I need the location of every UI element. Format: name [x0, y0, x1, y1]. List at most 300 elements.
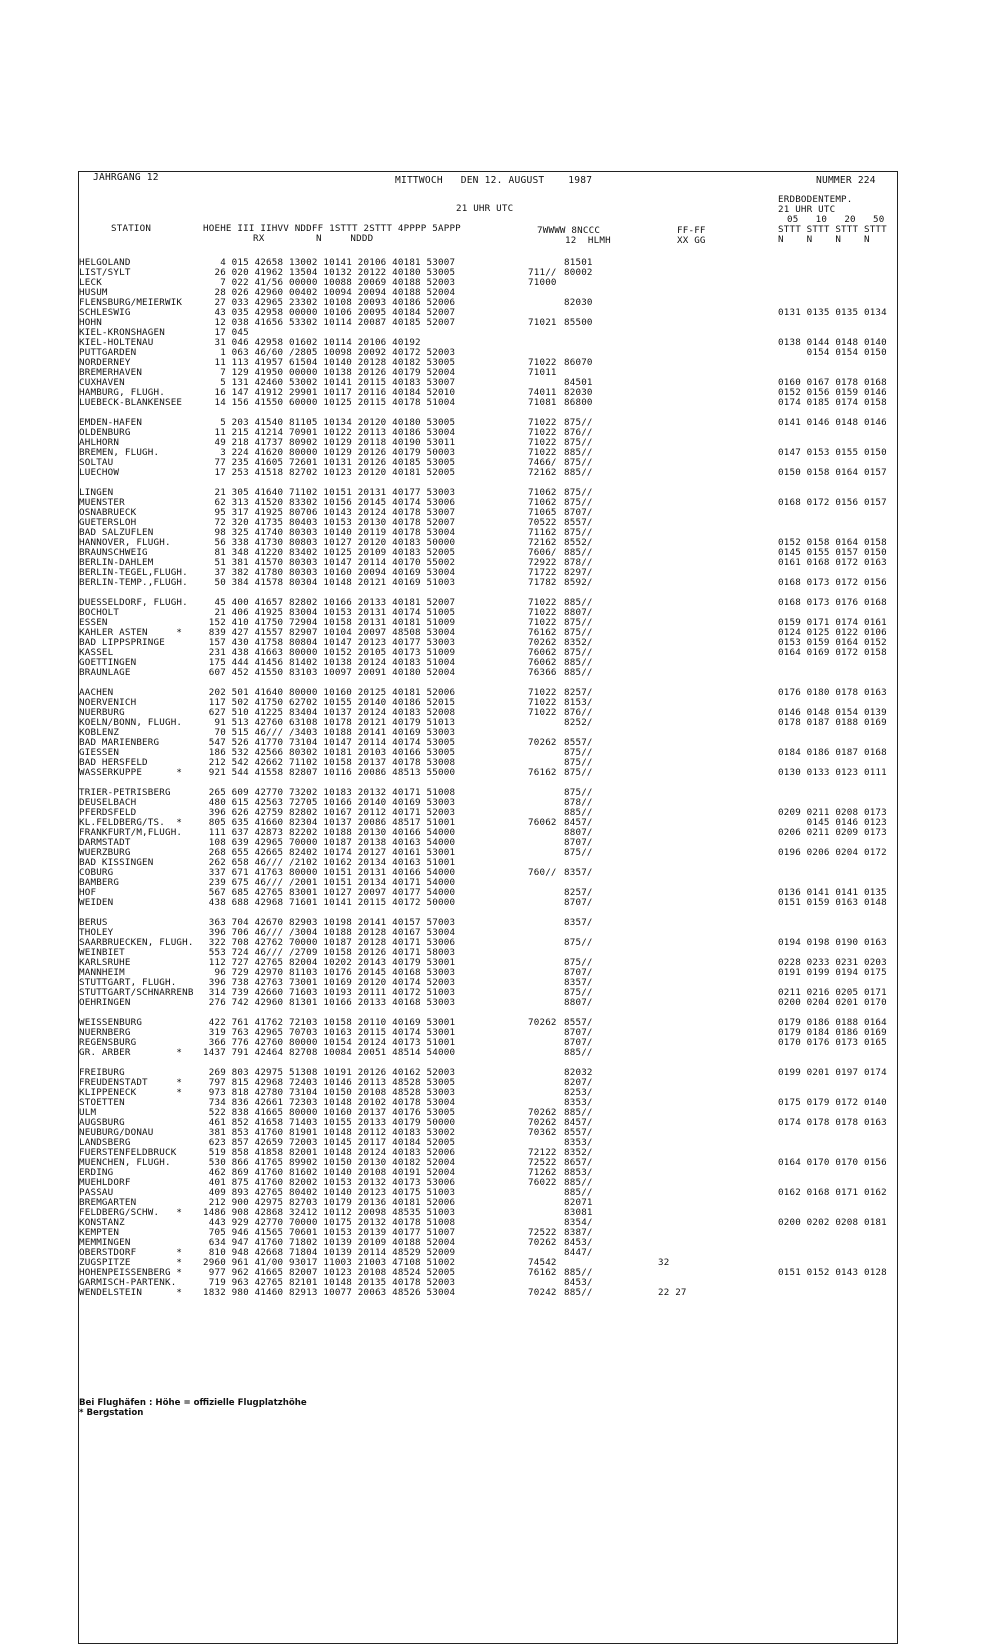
station-synop-codes: 1832 980 41460 82913 10077 20063 48526 53004: [203, 1287, 456, 1298]
station-name: HELGOLAND: [79, 257, 131, 268]
station-soil-temps: 0209 0211 0208 0173: [778, 807, 887, 818]
station-cloud-group: 875//: [564, 527, 593, 538]
station-weather-group: 71022: [528, 447, 557, 458]
station-synop-codes: 26 020 41962 13504 10132 20122 40180 53005: [203, 267, 456, 278]
station-weather-group: 74542: [528, 1257, 557, 1268]
station-weather-group: 76062: [528, 817, 557, 828]
station-name: KAHLER ASTEN *: [79, 627, 183, 638]
station-cloud-group: 8252/: [564, 717, 593, 728]
station-name: WENDELSTEIN *: [79, 1287, 183, 1298]
station-wind-gust: 32: [658, 1257, 670, 1268]
station-synop-codes: 522 838 41665 80000 10160 20137 40176 53005: [203, 1107, 456, 1118]
station-name: FLENSBURG/MEIERWIK: [79, 297, 183, 308]
station-synop-codes: 112 727 42765 82004 10202 20143 40179 53001: [203, 957, 456, 968]
station-name: KONSTANZ: [79, 1217, 125, 1228]
station-cloud-group: 885//: [564, 807, 593, 818]
footnote-mountain-station: * Bergstation: [79, 1408, 144, 1418]
station-weather-group: 76062: [528, 647, 557, 658]
station-name: MEMMINGEN: [79, 1237, 131, 1248]
station-synop-codes: 98 325 41740 80303 10140 20119 40178 53004: [203, 527, 456, 538]
station-soil-temps: 0154 0154 0150: [778, 347, 887, 358]
station-cloud-group: 8657/: [564, 1157, 593, 1168]
station-name: PASSAU: [79, 1187, 114, 1198]
station-cloud-group: 85500: [564, 317, 593, 328]
station-cloud-group: 885//: [564, 1267, 593, 1278]
station-synop-codes: 265 609 42770 73202 10183 20132 40171 51008: [203, 787, 456, 798]
station-synop-codes: 81 348 41220 83402 10125 20109 40183 52005: [203, 547, 456, 558]
station-weather-group: 74011: [528, 387, 557, 398]
station-cloud-group: 885//: [564, 447, 593, 458]
station-weather-group: 71022: [528, 437, 557, 448]
station-name: OEHRINGEN: [79, 997, 131, 1008]
station-name: BERLIN-TEGEL,FLUGH.: [79, 567, 188, 578]
station-weather-group: 76162: [528, 627, 557, 638]
station-synop-codes: 1486 908 42868 32412 10112 20098 48535 51003: [203, 1207, 456, 1218]
station-synop-codes: 1437 791 42464 82708 10084 20051 48514 54000: [203, 1047, 456, 1058]
station-synop-codes: 262 658 46/// /2102 10162 20134 40163 51001: [203, 857, 456, 868]
station-synop-codes: 95 317 41925 80706 10143 20124 40178 53007: [203, 507, 456, 518]
station-weather-group: 71022: [528, 427, 557, 438]
station-synop-codes: 7 129 41950 00000 10138 20126 40179 52004: [203, 367, 456, 378]
station-soil-temps: 0174 0178 0178 0163: [778, 1117, 887, 1128]
station-soil-temps: 0162 0168 0171 0162: [778, 1187, 887, 1198]
station-weather-group: 71022: [528, 357, 557, 368]
station-name: FELDBERG/SCHW. *: [79, 1207, 183, 1218]
station-synop-codes: 72 320 41735 80403 10153 20130 40178 52007: [203, 517, 456, 528]
station-soil-temps: 0199 0201 0197 0174: [778, 1067, 887, 1078]
station-synop-codes: 461 852 41658 71403 10155 20133 40179 50000: [203, 1117, 456, 1128]
station-weather-group: 71022: [528, 697, 557, 708]
station-weather-group: 71062: [528, 487, 557, 498]
station-name: GIESSEN: [79, 747, 120, 758]
station-name: WEISSENBURG: [79, 1017, 143, 1028]
station-synop-codes: 519 858 41858 82001 10148 20124 40183 52006: [203, 1147, 456, 1158]
station-cloud-group: 8354/: [564, 1217, 593, 1228]
station-weather-group: 71062: [528, 497, 557, 508]
station-weather-group: 72162: [528, 467, 557, 478]
station-soil-temps: 0146 0148 0154 0139: [778, 707, 887, 718]
station-name: THOLEY: [79, 927, 114, 938]
station-name: LUEBECK-BLANKENSEE: [79, 397, 183, 408]
station-synop-codes: 11 113 41957 61504 10140 20128 40182 53005: [203, 357, 456, 368]
station-name: MUENCHEN, FLUGH.: [79, 1157, 171, 1168]
station-soil-temps: 0124 0125 0122 0106: [778, 627, 887, 638]
station-weather-group: 711//: [528, 267, 557, 278]
station-weather-group: 71022: [528, 687, 557, 698]
station-name: MUEHLDORF: [79, 1177, 131, 1188]
station-soil-temps: 0160 0167 0178 0168: [778, 377, 887, 388]
weather-group-header: 7WWWW 8NCCC: [537, 225, 601, 236]
station-name: WEINBIET: [79, 947, 125, 958]
station-synop-codes: 37 382 41780 80303 10160 20094 40169 53004: [203, 567, 456, 578]
station-name: GARMISCH-PARTENK.: [79, 1277, 177, 1288]
station-name: SCHLESWIG: [79, 307, 131, 318]
station-cloud-group: 82071: [564, 1197, 593, 1208]
station-synop-codes: 62 313 41520 83302 10156 20145 40174 53006: [203, 497, 456, 508]
station-name: LUECHOW: [79, 467, 120, 478]
code-column-header: HOEHE III IIHVV NDDFF 1STTT 2STTT 4PPPP 5APPP: [203, 223, 461, 234]
station-synop-codes: 91 513 42760 63108 10178 20121 40179 51013: [203, 717, 456, 728]
station-name: MANNHEIM: [79, 967, 125, 978]
station-weather-group: 70262: [528, 1237, 557, 1248]
station-cloud-group: 84501: [564, 377, 593, 388]
station-weather-group: 71021: [528, 317, 557, 328]
station-name: NOERVENICH: [79, 697, 137, 708]
station-synop-codes: 3 224 41620 80000 10129 20126 40179 50003: [203, 447, 456, 458]
station-cloud-group: 8557/: [564, 517, 593, 528]
station-cloud-group: 82030: [564, 297, 593, 308]
station-cloud-group: 878//: [564, 557, 593, 568]
station-weather-group: 71065: [528, 507, 557, 518]
station-name: BRAUNLAGE: [79, 667, 131, 678]
station-name: BERUS: [79, 917, 108, 928]
station-cloud-group: 8387/: [564, 1227, 593, 1238]
station-column-header: STATION: [111, 223, 152, 234]
station-name: BAD HERSFELD: [79, 757, 148, 768]
station-name: ERDING: [79, 1167, 114, 1178]
station-weather-group: 71022: [528, 607, 557, 618]
station-weather-group: 760//: [528, 867, 557, 878]
station-name: LINGEN: [79, 487, 114, 498]
station-cloud-group: 8707/: [564, 837, 593, 848]
station-name: NEUBURG/DONAU: [79, 1127, 154, 1138]
station-cloud-group: 8707/: [564, 507, 593, 518]
station-name: GUETERSLOH: [79, 517, 137, 528]
station-cloud-group: 8357/: [564, 867, 593, 878]
station-weather-group: 72122: [528, 1147, 557, 1158]
station-name: HOF: [79, 887, 97, 898]
station-synop-codes: 14 156 41550 60000 10125 20115 40178 51004: [203, 397, 456, 408]
station-weather-group: 72922: [528, 557, 557, 568]
station-cloud-group: 8807/: [564, 607, 593, 618]
station-soil-temps: 0141 0146 0148 0146: [778, 417, 887, 428]
report-date: MITTWOCH DEN 12. AUGUST 1987: [395, 175, 593, 186]
station-synop-codes: 27 033 42965 23302 10108 20093 40186 52006: [203, 297, 456, 308]
station-weather-group: 71722: [528, 567, 557, 578]
station-synop-codes: 21 305 41640 71102 10151 20131 40177 53003: [203, 487, 456, 498]
station-synop-codes: 319 763 42965 70703 10163 20115 40174 53001: [203, 1027, 456, 1038]
station-synop-codes: 202 501 41640 80000 10160 20125 40181 52006: [203, 687, 456, 698]
station-name: BREMGARTEN: [79, 1197, 137, 1208]
station-cloud-group: 8557/: [564, 737, 593, 748]
station-cloud-group: 82032: [564, 1067, 593, 1078]
station-weather-group: 76022: [528, 1177, 557, 1188]
station-synop-codes: 43 035 42958 00000 10106 20095 40184 52007: [203, 307, 456, 318]
station-soil-temps: 0151 0159 0163 0148: [778, 897, 887, 908]
station-cloud-group: 885//: [564, 1287, 593, 1298]
soil-temp-sttt-header: STTT STTT STTT STTT: [778, 224, 887, 235]
station-cloud-group: 8707/: [564, 967, 593, 978]
wind-gust-header: FF-FF: [677, 225, 706, 236]
station-soil-temps: 0151 0152 0143 0128: [778, 1267, 887, 1278]
issue-number: NUMMER 224: [816, 175, 876, 186]
station-cloud-group: 875//: [564, 627, 593, 638]
station-name: BREMEN, FLUGH.: [79, 447, 160, 458]
station-name: KASSEL: [79, 647, 114, 658]
station-name: KOELN/BONN, FLUGH.: [79, 717, 183, 728]
station-synop-codes: 4 015 42658 13002 10141 20106 40181 53007: [203, 257, 456, 268]
station-name: STUTTGART/SCHNARRENB: [79, 987, 194, 998]
soil-temp-time: 21 UHR UTC: [778, 204, 836, 215]
station-weather-group: 70522: [528, 517, 557, 528]
station-soil-temps: 0179 0184 0186 0169: [778, 1027, 887, 1038]
station-weather-group: 70362: [528, 1127, 557, 1138]
station-cloud-group: 8357/: [564, 977, 593, 988]
station-cloud-group: 8592/: [564, 577, 593, 588]
station-name: KOBLENZ: [79, 727, 120, 738]
station-cloud-group: 875//: [564, 487, 593, 498]
station-weather-group: 76162: [528, 1267, 557, 1278]
station-cloud-group: 8453/: [564, 1277, 593, 1288]
station-weather-group: 71022: [528, 617, 557, 628]
station-name: HUSUM: [79, 287, 108, 298]
station-soil-temps: 0164 0169 0172 0158: [778, 647, 887, 658]
station-weather-group: 70262: [528, 1017, 557, 1028]
station-synop-codes: 810 948 42668 71804 10139 20114 48529 52009: [203, 1247, 456, 1258]
station-soil-temps: 0153 0159 0164 0152: [778, 637, 887, 648]
station-synop-codes: 322 708 42762 70000 10187 20128 40171 53006: [203, 937, 456, 948]
station-name: KARLSRUHE: [79, 957, 131, 968]
station-soil-temps: 0147 0153 0155 0150: [778, 447, 887, 458]
footnote-airports: Bei Flughäfen : Höhe = offizielle Flugplatzhöhe: [79, 1398, 307, 1408]
station-name: BAD SALZUFLEN: [79, 527, 154, 538]
station-name: NUERNBERG: [79, 1027, 131, 1038]
station-name: LIST/SYLT: [79, 267, 131, 278]
station-cloud-group: 876//: [564, 707, 593, 718]
station-soil-temps: 0170 0176 0173 0165: [778, 1037, 887, 1048]
station-soil-temps: 0159 0171 0174 0161: [778, 617, 887, 628]
station-name: GR. ARBER *: [79, 1047, 183, 1058]
station-cloud-group: 8557/: [564, 1127, 593, 1138]
station-weather-group: 71011: [528, 367, 557, 378]
station-name: KEMPTEN: [79, 1227, 120, 1238]
station-synop-codes: 269 803 42975 51308 10191 20126 40162 52003: [203, 1067, 456, 1078]
station-name: KIEL-KRONSHAGEN: [79, 327, 165, 338]
station-name: AUGSBURG: [79, 1117, 125, 1128]
station-cloud-group: 8257/: [564, 887, 593, 898]
station-cloud-group: 8557/: [564, 1017, 593, 1028]
station-synop-codes: 401 875 41760 82002 10153 20132 40173 53006: [203, 1177, 456, 1188]
station-synop-codes: 1 063 46/60 /2805 10098 20092 40172 52003: [203, 347, 456, 358]
station-name: EMDEN-HAFEN: [79, 417, 143, 428]
station-soil-temps: 0136 0141 0141 0135: [778, 887, 887, 898]
station-synop-codes: 627 510 41225 83404 10137 20124 40183 52008: [203, 707, 456, 718]
station-name: ULM: [79, 1107, 97, 1118]
station-soil-temps: 0206 0211 0209 0173: [778, 827, 887, 838]
station-weather-group: 70242: [528, 1287, 557, 1298]
station-synop-codes: 553 724 46/// /2709 10158 20126 40171 58003: [203, 947, 456, 958]
station-synop-codes: 462 869 41760 81602 10140 20108 40191 52004: [203, 1167, 456, 1178]
station-cloud-group: 875//: [564, 457, 593, 468]
station-name: DEUSELBACH: [79, 797, 137, 808]
station-name: FREIBURG: [79, 1067, 125, 1078]
station-name: HOHENPEISSENBERG *: [79, 1267, 183, 1278]
station-synop-codes: 45 400 41657 82802 10166 20133 40181 52007: [203, 597, 456, 608]
station-name: LECK: [79, 277, 102, 288]
station-soil-temps: 0175 0179 0172 0140: [778, 1097, 887, 1108]
station-cloud-group: 8807/: [564, 997, 593, 1008]
station-soil-temps: 0145 0146 0123: [778, 817, 887, 828]
jahrgang-label: JAHRGANG 12: [93, 172, 159, 183]
station-cloud-group: 8153/: [564, 697, 593, 708]
station-synop-codes: 212 900 42975 82703 10179 20136 40181 52006: [203, 1197, 456, 1208]
station-synop-codes: 314 739 42660 71603 10193 20111 40172 51003: [203, 987, 456, 998]
station-name: WASSERKUPPE *: [79, 767, 183, 778]
station-synop-codes: 175 444 41456 81402 10138 20124 40183 51004: [203, 657, 456, 668]
station-synop-codes: 31 046 42958 01602 10114 20106 40192: [203, 337, 421, 348]
station-name: NUERBURG: [79, 707, 125, 718]
station-name: OBERSTDORF *: [79, 1247, 183, 1258]
station-weather-group: 76366: [528, 667, 557, 678]
station-synop-codes: 396 706 46/// /3004 10188 20128 40167 53004: [203, 927, 456, 938]
station-weather-group: 7466/: [528, 457, 557, 468]
station-name: HAMBURG, FLUGH.: [79, 387, 165, 398]
station-weather-group: 71022: [528, 597, 557, 608]
station-cloud-group: 8352/: [564, 1147, 593, 1158]
station-synop-codes: 56 338 41730 80803 10127 20120 40183 50000: [203, 537, 456, 548]
station-cloud-group: 875//: [564, 617, 593, 628]
station-name: NORDERNEY: [79, 357, 131, 368]
station-name: TRIER-PETRISBERG: [79, 787, 171, 798]
station-soil-temps: 0200 0202 0208 0181: [778, 1217, 887, 1228]
station-synop-codes: 212 542 42662 71102 10158 20137 40178 53008: [203, 757, 456, 768]
soil-temp-title: ERDBODENTEMP.: [778, 194, 853, 205]
station-synop-codes: 152 410 41750 72904 10158 20131 40181 51009: [203, 617, 456, 628]
station-soil-temps: 0130 0133 0123 0111: [778, 767, 887, 778]
station-cloud-group: 876//: [564, 427, 593, 438]
station-soil-temps: 0131 0135 0135 0134: [778, 307, 887, 318]
station-name: GOETTINGEN: [79, 657, 137, 668]
station-synop-codes: 51 381 41570 80303 10147 20114 40170 55002: [203, 557, 456, 568]
station-cloud-group: 885//: [564, 1187, 593, 1198]
station-name: WEIDEN: [79, 897, 114, 908]
station-synop-codes: 268 655 42665 82402 10174 20127 40161 53001: [203, 847, 456, 858]
station-name: BAD MARIENBERG: [79, 737, 160, 748]
station-soil-temps: 0200 0204 0201 0170: [778, 997, 887, 1008]
station-soil-temps: 0191 0199 0194 0175: [778, 967, 887, 978]
station-cloud-group: 8853/: [564, 1167, 593, 1178]
station-cloud-group: 875//: [564, 437, 593, 448]
station-cloud-group: 8707/: [564, 897, 593, 908]
station-cloud-group: 885//: [564, 597, 593, 608]
station-synop-codes: 422 761 41762 72103 10158 20110 40169 53001: [203, 1017, 456, 1028]
station-synop-codes: 231 438 41663 80000 10152 20105 40173 51009: [203, 647, 456, 658]
station-weather-group: 71782: [528, 577, 557, 588]
station-name: OLDENBURG: [79, 427, 131, 438]
station-cloud-group: 8353/: [564, 1097, 593, 1108]
station-cloud-group: 875//: [564, 937, 593, 948]
station-synop-codes: 719 963 42765 82101 10148 20135 40178 52003: [203, 1277, 456, 1288]
station-name: FRANKFURT/M,FLUGH.: [79, 827, 183, 838]
station-synop-codes: 11 215 41214 70901 10122 20113 40186 53004: [203, 427, 456, 438]
station-cloud-group: 875//: [564, 757, 593, 768]
station-cloud-group: 875//: [564, 787, 593, 798]
station-name: BAD LIPPSPRINGE: [79, 637, 165, 648]
station-name: ZUGSPITZE *: [79, 1257, 183, 1268]
station-synop-codes: 108 639 42965 70000 10187 20138 40163 54000: [203, 837, 456, 848]
station-name: KL.FELDBERG/TS. *: [79, 817, 183, 828]
station-cloud-group: 875//: [564, 647, 593, 658]
station-name: BERLIN-TEMP.,FLUGH.: [79, 577, 188, 588]
station-synop-codes: 396 738 42763 73001 10169 20120 40174 52003: [203, 977, 456, 988]
station-name: LANDSBERG: [79, 1137, 131, 1148]
station-cloud-group: 8297/: [564, 567, 593, 578]
station-soil-temps: 0152 0158 0164 0158: [778, 537, 887, 548]
station-synop-codes: 409 893 42765 80402 10140 20123 40175 51003: [203, 1187, 456, 1198]
station-weather-group: 70262: [528, 1107, 557, 1118]
station-name: BAMBERG: [79, 877, 120, 888]
station-name: HANNOVER, FLUGH.: [79, 537, 171, 548]
station-cloud-group: 875//: [564, 747, 593, 758]
station-cloud-group: 875//: [564, 417, 593, 428]
code-column-subheader: RX N NDDD: [253, 233, 374, 244]
station-weather-group: 76062: [528, 657, 557, 668]
station-name: AHLHORN: [79, 437, 120, 448]
station-cloud-group: 8353/: [564, 1137, 593, 1148]
station-synop-codes: 973 818 42780 73104 10150 20108 48528 53003: [203, 1087, 456, 1098]
station-name: COBURG: [79, 867, 114, 878]
station-synop-codes: 77 235 41605 72601 10131 20126 40185 53005: [203, 457, 456, 468]
station-soil-temps: 0138 0144 0148 0140: [778, 337, 887, 348]
station-name: BERLIN-DAHLEM: [79, 557, 154, 568]
station-synop-codes: 623 857 42659 72003 10145 20117 40184 52005: [203, 1137, 456, 1148]
station-synop-codes: 12 038 41656 53302 10114 20087 40185 52007: [203, 317, 456, 328]
soil-temp-depths: 05 10 20 50: [787, 214, 885, 225]
station-soil-temps: 0228 0233 0231 0203: [778, 957, 887, 968]
station-name: KIEL-HOLTENAU: [79, 337, 154, 348]
station-weather-group: 71162: [528, 527, 557, 538]
station-cloud-group: 8707/: [564, 1027, 593, 1038]
station-name: BRAUNSCHWEIG: [79, 547, 148, 558]
station-name: KLIPPENECK *: [79, 1087, 183, 1098]
station-synop-codes: 239 675 46/// /2001 10151 20134 40171 54000: [203, 877, 456, 888]
station-cloud-group: 86800: [564, 397, 593, 408]
station-synop-codes: 839 427 41557 82907 10104 20097 48508 53004: [203, 627, 456, 638]
station-synop-codes: 381 853 41760 81901 10148 20112 40183 53002: [203, 1127, 456, 1138]
station-name: DUESSELDORF, FLUGH.: [79, 597, 188, 608]
station-weather-group: 71000: [528, 277, 557, 288]
station-synop-codes: 49 218 41737 80902 10129 20118 40190 53011: [203, 437, 456, 448]
station-weather-group: 72522: [528, 1157, 557, 1168]
station-cloud-group: 81501: [564, 257, 593, 268]
station-cloud-group: 875//: [564, 847, 593, 858]
station-name: PFERDSFELD: [79, 807, 137, 818]
station-soil-temps: 0184 0186 0187 0168: [778, 747, 887, 758]
station-cloud-group: 83081: [564, 1207, 593, 1218]
station-synop-codes: 363 704 42670 82903 10198 20141 40157 57003: [203, 917, 456, 928]
station-cloud-group: 885//: [564, 467, 593, 478]
station-cloud-group: 8453/: [564, 1237, 593, 1248]
station-cloud-group: 8253/: [564, 1087, 593, 1098]
station-soil-temps: 0179 0186 0188 0164: [778, 1017, 887, 1028]
station-soil-temps: 0174 0185 0174 0158: [778, 397, 887, 408]
station-synop-codes: 396 626 42759 82802 10167 20112 40171 52003: [203, 807, 456, 818]
station-cloud-group: 8552/: [564, 537, 593, 548]
station-synop-codes: 607 452 41550 83103 10097 20091 40180 52004: [203, 667, 456, 678]
station-weather-group: 71081: [528, 397, 557, 408]
station-cloud-group: 885//: [564, 1177, 593, 1188]
station-synop-codes: 805 635 41660 82304 10137 20086 48517 51001: [203, 817, 456, 828]
station-synop-codes: 443 929 42770 70000 10175 20132 40178 51008: [203, 1217, 456, 1228]
station-synop-codes: 530 866 41765 89902 10150 20130 40182 52004: [203, 1157, 456, 1168]
station-name: MUENSTER: [79, 497, 125, 508]
station-synop-codes: 977 962 41665 82007 10123 20108 48524 52005: [203, 1267, 456, 1278]
station-synop-codes: 96 729 42970 81103 10176 20145 40168 53003: [203, 967, 456, 978]
station-name: BREMERHAVEN: [79, 367, 143, 378]
station-cloud-group: 885//: [564, 657, 593, 668]
station-name: STOETTEN: [79, 1097, 125, 1108]
station-synop-codes: 17 045: [203, 327, 249, 338]
